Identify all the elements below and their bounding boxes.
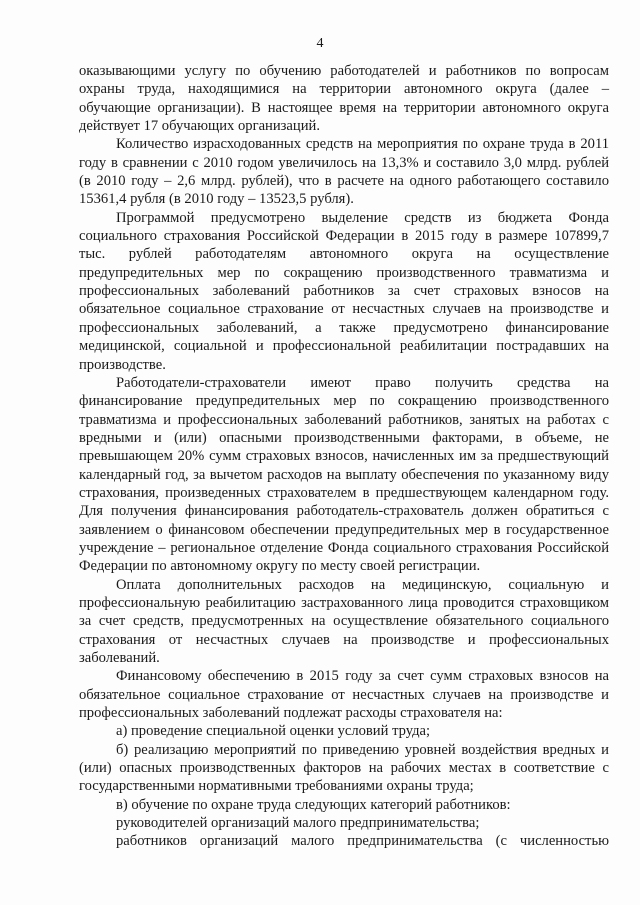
paragraph-9: руководителей организаций малого предпринимательства; bbox=[116, 815, 480, 832]
paragraph-0: оказывающими услугу по обучению работодателей и работников по вопросам охраны труда, находящимися на территории автономного округа (далее – обучающие организации). В настоящее время на территории автономного округа действует 17 обучающих организаций. bbox=[79, 63, 609, 135]
paragraph-1: Количество израсходованных средств на мероприятия по охране труда в 2011 году в сравнении с 2010 годом увеличилось на 13,3% и составило 3,0 млрд. рублей (в 2010 году – 2,6 млрд. рублей), что в расчете на одного работающего составило 15361,4 рубля (в 2010 году – 13523,5 рубля). bbox=[79, 136, 609, 208]
paragraph-4: Оплата дополнительных расходов на медицинскую, социальную и профессиональную реабилитацию застрахованного лица проводится страховщиком за счет средств, предусмотренных на осуществление обязательного социального страхования от несчастных случаев на производстве и профессиональных заболеваний. bbox=[79, 576, 609, 666]
paragraph-5: Финансовому обеспечению в 2015 году за счет сумм страховых взносов на обязательное социальное страхование от несчастных случаев на производстве и профессиональных заболеваний подлежат расходы страхователя на: bbox=[79, 668, 609, 722]
paragraph-3: Работодатели-страхователи имеют право получить средства на финансирование предупредительных мер по сокращению производственного травматизма и профессиональных заболеваний работников, занятых на работах с вредными и (или) опасными производственными факторами, в объеме, не превышающем 20% сумм страховых взносов, начисленных им за предшествующий календарный год, за вычетом расходов на выплату обеспечения по указанному виду страхования, произведенных страхователем в предшествующем календарном году. Для получения финансирования работодатель-страхователь должен обратиться с заявлением о финансовом обеспечении предупредительных мер в государственное учреждение – региональное отделение Фонда социального страхования Российской Федерации по автономному округу по месту своей регистрации. bbox=[79, 374, 609, 575]
paragraph-10: работников организаций малого предпринимательства (с численностью bbox=[116, 833, 609, 850]
paragraph-6: а) проведение специальной оценки условий труда; bbox=[116, 723, 431, 740]
paragraph-2: Программой предусмотрено выделение средств из бюджета Фонда социального страхования Российской Федерации в 2015 году в размере 107899,7 тыс. рублей работодателям автономного округа на осуществление предупредительных мер по сокращению производственного травматизма и профессиональных заболеваний работников за счет страховых взносов на обязательное социальное страхование от несчастных случаев на производстве и профессиональных заболеваний, а также предусмотрено финансирование медицинской, социальной и профессиональной реабилитации пострадавших на производстве. bbox=[79, 209, 609, 373]
page-number: 4 bbox=[316, 36, 324, 51]
document-body bbox=[79, 62, 609, 851]
paragraph-7: б) реализацию мероприятий по приведению уровней воздействия вредных и (или) опасных производственных факторов на рабочих местах в соответствие с государственными нормативными требованиями охраны труда; bbox=[79, 741, 609, 795]
paragraph-8: в) обучение по охране труда следующих категорий работников: bbox=[116, 796, 511, 813]
